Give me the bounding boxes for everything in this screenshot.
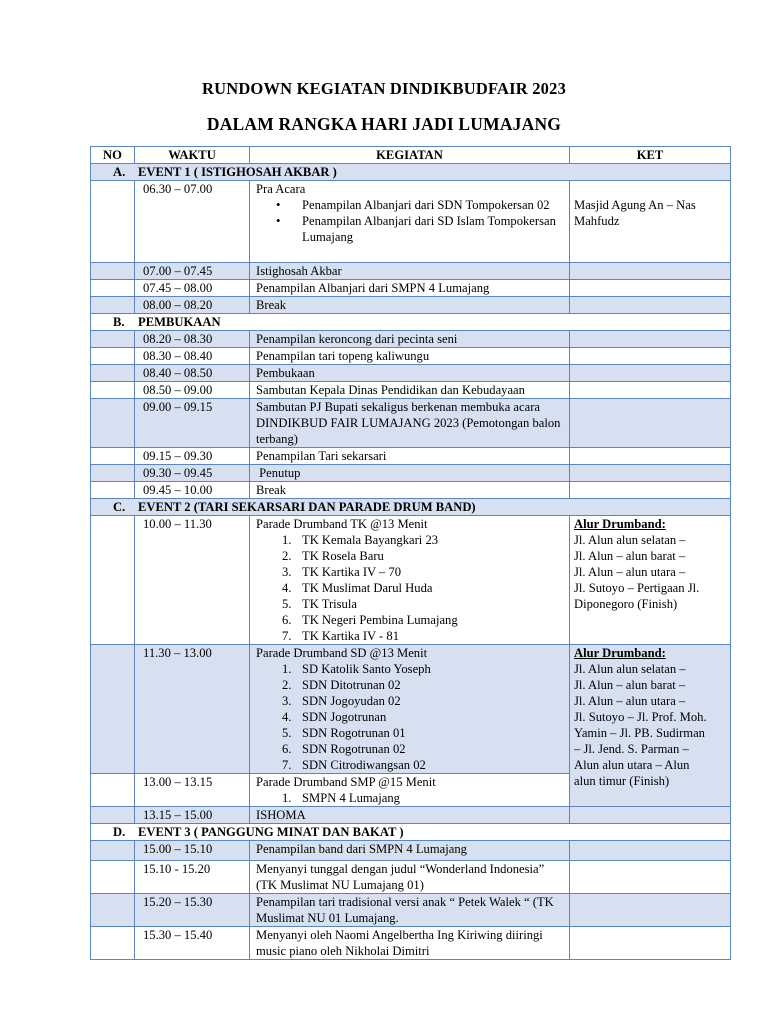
section-letter: C. <box>113 500 126 514</box>
kegiatan-cell: Penampilan tari tradisional versi anak “ Petek Walek “ (TK Muslimat NU 01 Lumajang. <box>250 894 570 927</box>
table-row <box>91 181 731 263</box>
header-kegiatan: KEGIATAN <box>250 147 570 164</box>
numbered-list <box>256 790 565 806</box>
list-item: 3. TK Kartika IV – 70 <box>282 565 402 579</box>
list-item: 4. SDN Jogotrunan <box>282 710 387 724</box>
kegiatan-cell: Break <box>250 297 570 314</box>
kegiatan-text: Parade Drumband SMP @15 Menit <box>256 775 436 789</box>
ket-line: Jl. Sutoyo – Jl. Prof. Moh. <box>574 710 707 724</box>
section-letter: A. <box>113 165 126 179</box>
list-item: 5. SDN Rogotrunan 01 <box>282 726 406 740</box>
table-row <box>91 861 731 894</box>
waktu-cell: 09.45 – 10.00 <box>135 482 250 499</box>
ket-line: Yamin – Jl. PB. Sudirman <box>574 726 705 740</box>
list-item: 7. TK Kartika IV - 81 <box>282 629 399 643</box>
kegiatan-cell: Istighosah Akbar <box>250 263 570 280</box>
list-item: • Penampilan Albanjari dari SD Islam Tompokersan Lumajang <box>276 213 565 245</box>
ket-cell <box>570 181 731 263</box>
section-letter: D. <box>113 825 126 839</box>
header-ket: KET <box>570 147 731 164</box>
waktu-cell: 15.00 – 15.10 <box>135 841 250 861</box>
waktu-cell: 15.20 – 15.30 <box>135 894 250 927</box>
table-row <box>91 399 731 448</box>
waktu-cell: 09.30 – 09.45 <box>135 465 250 482</box>
table-row <box>91 297 731 314</box>
ket-cell <box>570 645 731 807</box>
waktu-cell: 08.50 – 09.00 <box>135 382 250 399</box>
waktu-cell: 10.00 – 11.30 <box>135 516 250 645</box>
kegiatan-text: Pra Acara <box>256 182 306 196</box>
kegiatan-cell: Sambutan Kepala Dinas Pendidikan dan Kebudayaan <box>250 382 570 399</box>
waktu-cell: 09.00 – 09.15 <box>135 399 250 448</box>
section-row-c <box>91 499 731 516</box>
kegiatan-cell: Menyanyi tunggal dengan judul “Wonderland Indonesia” (TK Muslimat NU Lumajang 01) <box>250 861 570 894</box>
waktu-cell: 15.10 - 15.20 <box>135 861 250 894</box>
kegiatan-cell <box>250 645 570 774</box>
kegiatan-cell: Penampilan Albanjari dari SMPN 4 Lumajang <box>250 280 570 297</box>
list-item: 7. SDN Citrodiwangsan 02 <box>282 758 426 772</box>
kegiatan-cell: ISHOMA <box>250 807 570 824</box>
ket-cell <box>570 516 731 645</box>
table-row <box>91 894 731 927</box>
waktu-cell: 08.40 – 08.50 <box>135 365 250 382</box>
waktu-cell: 13.00 – 13.15 <box>135 774 250 807</box>
section-title: EVENT 1 ( ISTIGHOSAH AKBAR ) <box>138 165 337 179</box>
waktu-cell: 09.15 – 09.30 <box>135 448 250 465</box>
kegiatan-cell: Penampilan tari topeng kaliwungu <box>250 348 570 365</box>
table-row <box>91 482 731 499</box>
table-row <box>91 841 731 861</box>
kegiatan-cell <box>250 516 570 645</box>
table-row <box>91 331 731 348</box>
list-item: 3. SDN Jogoyudan 02 <box>282 694 401 708</box>
header-waktu: WAKTU <box>135 147 250 164</box>
kegiatan-text: Parade Drumband TK @13 Menit <box>256 517 428 531</box>
waktu-cell: 07.45 – 08.00 <box>135 280 250 297</box>
waktu-cell: 13.15 – 15.00 <box>135 807 250 824</box>
ket-line: Jl. Sutoyo – Pertigaan Jl. <box>574 581 700 595</box>
waktu-cell: 11.30 – 13.00 <box>135 645 250 774</box>
list-item: 1. SD Katolik Santo Yoseph <box>282 662 431 676</box>
numbered-list <box>256 532 565 644</box>
header-no: NO <box>91 147 135 164</box>
section-letter: B. <box>113 315 125 329</box>
rundown-table <box>90 146 731 960</box>
table-header-row <box>91 147 731 164</box>
waktu-cell: 08.30 – 08.40 <box>135 348 250 365</box>
kegiatan-cell <box>250 774 570 807</box>
kegiatan-text: Parade Drumband SD @13 Menit <box>256 646 428 660</box>
ket-line: Jl. Alun – alun barat – <box>574 678 686 692</box>
waktu-cell: 07.00 – 07.45 <box>135 263 250 280</box>
table-row <box>91 280 731 297</box>
numbered-list <box>256 661 565 773</box>
section-row-b <box>91 314 731 331</box>
ket-heading: Alur Drumband: <box>574 517 666 531</box>
ket-line: Jl. Alun alun selatan – <box>574 662 686 676</box>
ket-line: – Jl. Jend. S. Parman – <box>574 742 689 756</box>
waktu-cell: 06.30 – 07.00 <box>135 181 250 263</box>
ket-text: Masjid Agung An – Nas Mahfudz <box>574 198 696 228</box>
ket-line: alun timur (Finish) <box>574 774 670 788</box>
kegiatan-cell: Menyanyi oleh Naomi Angelbertha Ing Kiriwing diiringi music piano oleh Nikholai Dimitri <box>250 927 570 960</box>
section-row-a <box>91 164 731 181</box>
kegiatan-cell: Break <box>250 482 570 499</box>
waktu-cell: 15.30 – 15.40 <box>135 927 250 960</box>
waktu-cell: 08.00 – 08.20 <box>135 297 250 314</box>
list-item: • Penampilan Albanjari dari SDN Tompokersan 02 <box>276 197 565 213</box>
list-item: 6. TK Negeri Pembina Lumajang <box>282 613 458 627</box>
list-item: 4. TK Muslimat Darul Huda <box>282 581 433 595</box>
document-title: RUNDOWN KEGIATAN DINDIKBUDFAIR 2023 <box>201 79 567 98</box>
ket-line: Jl. Alun – alun barat – <box>574 549 686 563</box>
document-subtitle: DALAM RANGKA HARI JADI LUMAJANG <box>206 114 562 134</box>
ket-line: Diponegoro (Finish) <box>574 597 678 611</box>
kegiatan-cell: Sambutan PJ Bupati sekaligus berkenan membuka acara DINDIKBUD FAIR LUMAJANG 2023 (Pemotongan balon terbang) <box>250 399 570 448</box>
ket-line: Jl. Alun alun selatan – <box>574 533 686 547</box>
kegiatan-cell: Pembukaan <box>250 365 570 382</box>
kegiatan-cell: Penampilan keroncong dari pecinta seni <box>250 331 570 348</box>
ket-line: Jl. Alun – alun utara – <box>574 565 686 579</box>
list-item: 1. TK Kemala Bayangkari 23 <box>282 533 439 547</box>
bullet-list <box>256 197 565 245</box>
table-row <box>91 448 731 465</box>
kegiatan-cell: Penampilan Tari sekarsari <box>250 448 570 465</box>
table-row <box>91 348 731 365</box>
section-row-d <box>91 824 731 841</box>
list-item: 2. SDN Ditotrunan 02 <box>282 678 401 692</box>
list-item: 2. TK Rosela Baru <box>282 549 384 563</box>
kegiatan-cell: Penampilan band dari SMPN 4 Lumajang <box>250 841 570 861</box>
ket-line: Alun alun utara – Alun <box>574 758 690 772</box>
table-row <box>91 516 731 645</box>
waktu-cell: 08.20 – 08.30 <box>135 331 250 348</box>
table-row <box>91 263 731 280</box>
table-row <box>91 465 731 482</box>
list-item: 6. SDN Rogotrunan 02 <box>282 742 406 756</box>
section-title: PEMBUKAAN <box>138 315 221 329</box>
kegiatan-cell <box>250 181 570 263</box>
table-row <box>91 927 731 960</box>
table-row <box>91 807 731 824</box>
table-row <box>91 365 731 382</box>
list-item: 5. TK Trisula <box>282 597 357 611</box>
kegiatan-cell: Penutup <box>250 465 570 482</box>
ket-line: Jl. Alun – alun utara – <box>574 694 686 708</box>
table-row <box>91 382 731 399</box>
ket-heading: Alur Drumband: <box>574 646 666 660</box>
section-title: EVENT 2 (TARI SEKARSARI DAN PARADE DRUM BAND) <box>138 500 476 514</box>
list-item: 1. SMPN 4 Lumajang <box>282 791 400 805</box>
table-row <box>91 645 731 774</box>
section-title: EVENT 3 ( PANGGUNG MINAT DAN BAKAT ) <box>138 825 404 839</box>
